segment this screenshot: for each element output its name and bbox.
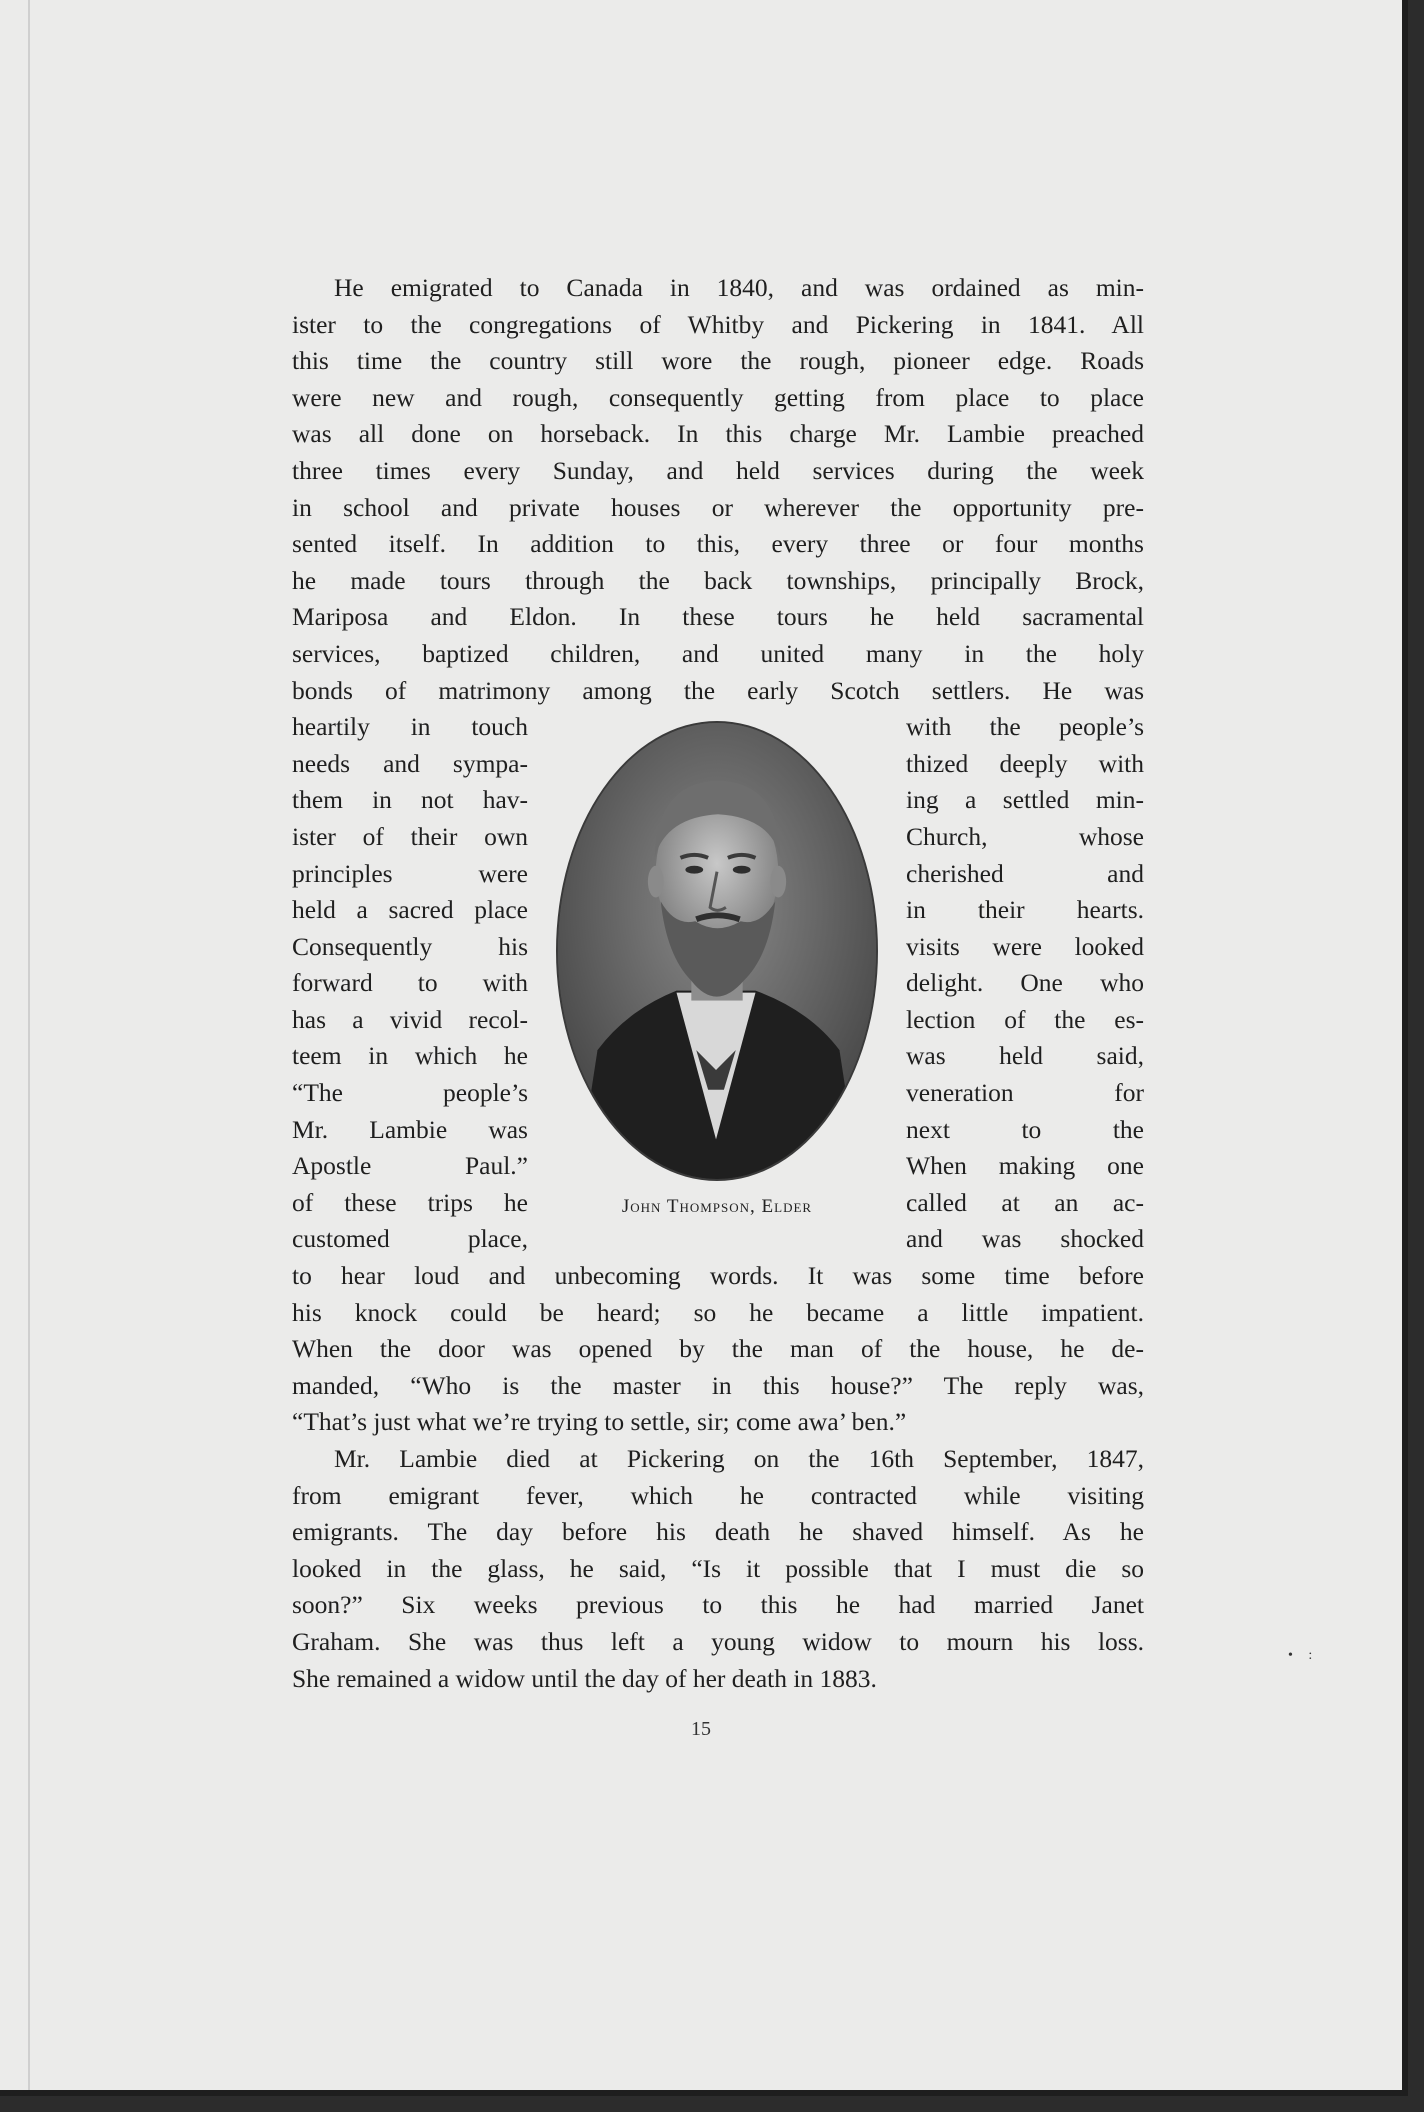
- text-line: “That’s just what we’re trying to settle, sir; come awa’ ben.”: [292, 1407, 907, 1437]
- text-line: looked in the glass, he said, “Is it possible that I must die so: [292, 1553, 1144, 1583]
- text-line: them in not hav-: [292, 785, 528, 815]
- portrait-photo: [556, 721, 878, 1181]
- text-line: Apostle Paul.”: [292, 1151, 528, 1181]
- text-line: customed place,: [292, 1224, 528, 1254]
- text-line: in school and private houses or wherever the opportunity pre-: [292, 492, 1144, 522]
- text-line: thized deeply with: [906, 748, 1144, 778]
- portrait-illustration: [558, 723, 876, 1179]
- text-line: next to the: [906, 1114, 1144, 1144]
- text-line: Graham. She was thus left a young widow to mourn his loss.: [292, 1626, 1144, 1656]
- text-line: this time the country still wore the rough, pioneer edge. Roads: [292, 346, 1144, 376]
- text-line: needs and sympa-: [292, 748, 528, 778]
- portrait-wrap-section: [292, 709, 1144, 1258]
- text-line: his knock could be heard; so he became a little impatient.: [292, 1297, 1144, 1327]
- text-line: from emigrant fever, which he contracted while visiting: [292, 1480, 1144, 1510]
- text-line: ister to the congregations of Whitby and Pickering in 1841. All: [292, 309, 1144, 339]
- text-line: ister of their own: [292, 821, 528, 851]
- portrait-caption: John Thompson, Elder: [621, 1196, 813, 1218]
- text-line: has a vivid recol-: [292, 1004, 528, 1034]
- paragraph-2: [292, 1441, 1144, 1697]
- text-line: He emigrated to Canada in 1840, and was ordained as min-: [334, 273, 1144, 302]
- paragraph-1-top: [292, 270, 1144, 709]
- page-number: 15: [691, 1718, 711, 1740]
- text-line: principles were: [292, 858, 528, 888]
- text-line: was all done on horseback. In this charge Mr. Lambie preached: [292, 419, 1144, 449]
- left-text-column: [292, 709, 528, 1258]
- text-line: When the door was opened by the man of the house, he de-: [292, 1334, 1144, 1364]
- text-line: bonds of matrimony among the early Scotch settlers. He was: [292, 675, 1144, 705]
- text-line: She remained a widow until the day of her death in 1883.: [292, 1663, 877, 1693]
- text-line: manded, “Who is the master in this house?” The reply was,: [292, 1370, 1144, 1400]
- text-line: cherished and: [906, 858, 1144, 888]
- text-line: delight. One who: [906, 968, 1144, 998]
- text-line: were new and rough, consequently getting from place to place: [292, 382, 1144, 412]
- paragraph-1-bottom: [292, 1258, 1144, 1441]
- text-line: three times every Sunday, and held services during the week: [292, 455, 1144, 485]
- text-line: soon?” Six weeks previous to this he had married Janet: [292, 1590, 1144, 1620]
- text-line: Mr. Lambie died at Pickering on the 16th September, 1847,: [334, 1444, 1144, 1473]
- text-line: teem in which he: [292, 1041, 528, 1071]
- text-line: Church, whose: [906, 821, 1144, 851]
- text-line: heartily in touch: [292, 712, 528, 742]
- right-text-column: [906, 709, 1144, 1258]
- text-block: [292, 270, 1144, 1697]
- text-line: of these trips he: [292, 1187, 528, 1217]
- text-line: forward to with: [292, 968, 528, 998]
- portrait-figure: [547, 709, 887, 1226]
- text-line: in their hearts.: [906, 895, 1144, 925]
- text-line: lection of the es-: [906, 1004, 1144, 1034]
- text-line: Mariposa and Eldon. In these tours he held sacramental: [292, 602, 1144, 632]
- text-line: called at an ac-: [906, 1187, 1144, 1217]
- text-line: visits were looked: [906, 931, 1144, 961]
- text-line: ing a settled min-: [906, 785, 1144, 815]
- text-line: When making one: [906, 1151, 1144, 1181]
- text-line: to hear loud and unbecoming words. It was some time before: [292, 1261, 1144, 1291]
- text-line: services, baptized children, and united many in the holy: [292, 638, 1144, 668]
- text-line: sented itself. In addition to this, every three or four months: [292, 529, 1144, 559]
- text-line: Consequently his: [292, 931, 528, 961]
- text-line: “The people’s: [292, 1078, 528, 1108]
- text-line: emigrants. The day before his death he shaved himself. As he: [292, 1517, 1144, 1547]
- scan-specks: • :: [1288, 1648, 1319, 1663]
- text-line: was held said,: [906, 1041, 1144, 1071]
- text-line: he made tours through the back townships, principally Brock,: [292, 565, 1144, 595]
- text-line: with the people’s: [906, 712, 1144, 742]
- text-line: and was shocked: [906, 1224, 1144, 1254]
- text-line: veneration for: [906, 1078, 1144, 1108]
- text-line: held a sacred place: [292, 895, 528, 925]
- page-gutter-edge: [28, 0, 30, 2090]
- text-line: Mr. Lambie was: [292, 1114, 528, 1144]
